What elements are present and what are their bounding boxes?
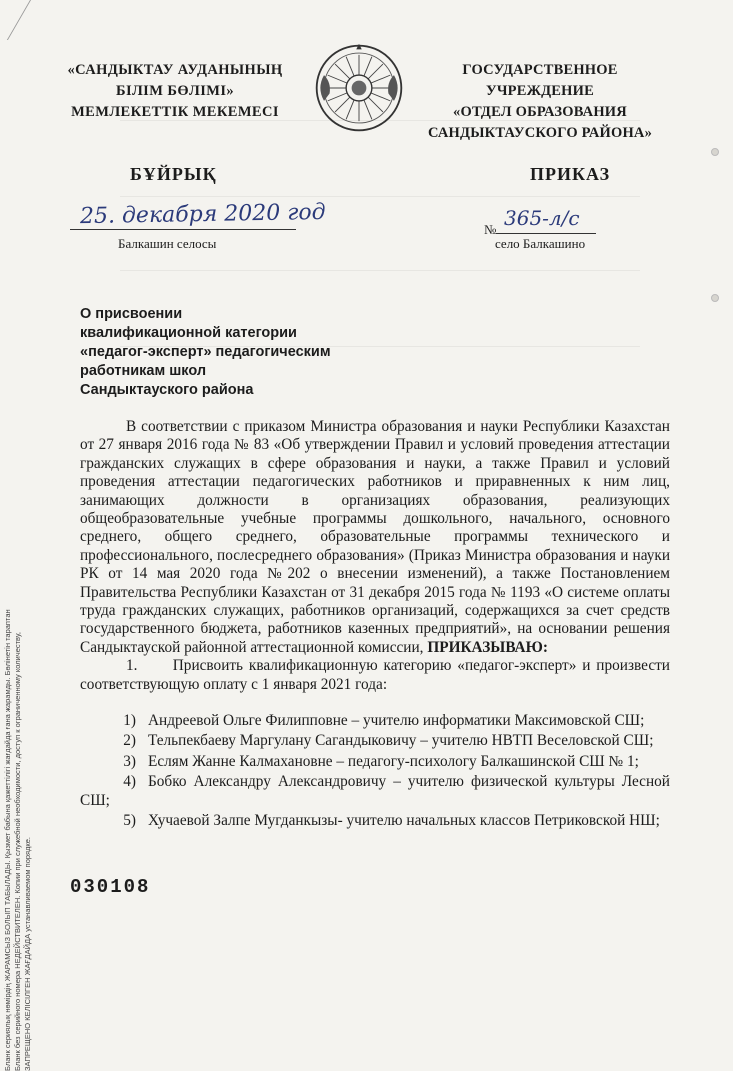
list-item <box>80 753 670 771</box>
order-word: ПРИКАЗЫВАЮ: <box>427 638 548 656</box>
header-left-line: «САНДЫКТАУ АУДАНЫНЫҢ <box>67 62 283 78</box>
corner-mark <box>0 0 31 40</box>
header-right-ru <box>418 60 662 144</box>
list-item <box>80 712 670 730</box>
subject-line: работникам школ <box>80 363 207 379</box>
place-kz: Балкашин селосы <box>118 236 217 251</box>
subject-line: О присвоении <box>80 306 183 322</box>
date-underline <box>70 229 296 230</box>
preamble-paragraph <box>80 418 670 657</box>
handwritten-number: 365-л/с <box>504 206 580 230</box>
list-item-text: Тельпекбаеву Маргулану Сагандыковичу – учителю НВТП Веселовской СШ; <box>148 732 654 750</box>
show-through-line <box>120 196 640 197</box>
point-1: 1. Присвоить квалификационную категорию «педагог-эксперт» и произвести соответствующую оплату с 1 января 2021 года: <box>80 657 670 693</box>
side-note-line: Бланк сериялық нөмірдің ЖАРАМСЫЗ БОЛЫП ТАБЫЛАДЫ. Қызмет бабына қажеттілігі жағдайда ғана жарамды. Бөлінетін тараптан <box>3 609 12 1071</box>
subject-line: квалификационной категории <box>80 325 297 341</box>
list-item <box>80 773 670 810</box>
list-item <box>80 812 670 830</box>
show-through-line <box>120 270 640 271</box>
side-legal-note <box>3 371 45 1071</box>
list-item-text: Бобко Александру Александровичу – учителю физической культуры Лесной СШ; <box>80 773 670 809</box>
blank-serial-number: 030108 <box>70 876 151 898</box>
list-item-number: 4) <box>123 773 136 791</box>
header-right-line: САНДЫКТАУСКОГО РАЙОНА» <box>427 125 653 141</box>
list-item <box>80 732 670 750</box>
list-item-number: 3) <box>123 752 136 770</box>
doc-type-ru: ПРИКАЗ <box>530 164 611 184</box>
handwritten-date: 25. декабря 2020 год <box>79 199 326 230</box>
punch-hole <box>711 294 719 302</box>
subject-line: «педагог-эксперт» педагогическим <box>80 344 331 360</box>
number-sign: № <box>484 222 497 237</box>
order-body <box>80 418 670 694</box>
list-item-text: Хучаевой Залпе Мугданкызы- учителю начальных классов Петриковской НШ; <box>148 812 660 830</box>
side-note-line: ЗАПРЕЩЕНО КЕЛІСІЛГЕН ЖАҒДАЙДА устанавливаемом порядке. <box>23 836 32 1071</box>
list-item-number: 5) <box>123 812 136 830</box>
side-note-line: Бланк без серийного номера НЕДЕЙСТВИТЕЛЕН. Копии при служебной необходимости, доступ к ограниченному количеству, <box>13 632 22 1071</box>
doc-type-kz: БҰЙРЫҚ <box>130 164 217 184</box>
punch-hole <box>711 148 719 156</box>
place-ru: село Балкашино <box>495 236 586 251</box>
order-subject <box>80 305 380 400</box>
header-left-line: БІЛІМ БӨЛІМІ» <box>115 83 235 99</box>
list-item-number: 1) <box>123 712 136 729</box>
list-item-text: Еслям Жанне Калмахановне – педагогу-психологу Балкашинской СШ № 1; <box>148 752 639 770</box>
number-underline <box>496 233 596 234</box>
preamble-text: В соответствии с приказом Министра образования и науки Республики Казахстан от 27 января 2016 года № 83 «Об утверждении Правил и условий проведения аттестации гражданских служащих в сфере образования и науки, а также Правил и условий проведения аттестации педагогических работников и приравненных к ним лиц, занимающих должности в организациях образования, реализующих общеобразовательные учебные программы дошкольного, начального, основного среднего, общего среднего, образовательные программы технического и профессионального, послесреднего образования» (Приказ Министра образования и науки РК от 14 мая 2020 года №202 о внесении изменений), а также Постановлением Правительства Республики Казахстан от 31 декабря 2015 года № 1193 «О системе оплаты труда гражданских служащих, работников организаций, содержащихся за счет средств государственного бюджета, работников казенных предприятий», на основании решения Сандыктауской районной аттестационной комиссии, <box>80 418 670 656</box>
subject-line: Сандыктауского района <box>80 382 254 398</box>
header-left-line: МЕМЛЕКЕТТІК МЕКЕМЕСІ <box>71 104 279 120</box>
list-item-text: Андреевой Ольге Филипповне – учителю информатики Максимовской СШ; <box>148 712 645 729</box>
list-item-number: 2) <box>123 732 136 750</box>
appointee-list <box>80 712 670 832</box>
state-emblem-icon <box>313 42 405 134</box>
header-right-line: ГОСУДАРСТВЕННОЕ УЧРЕЖДЕНИЕ <box>462 62 618 99</box>
header-left-kz <box>60 60 290 123</box>
header-right-line: «ОТДЕЛ ОБРАЗОВАНИЯ <box>453 104 627 120</box>
